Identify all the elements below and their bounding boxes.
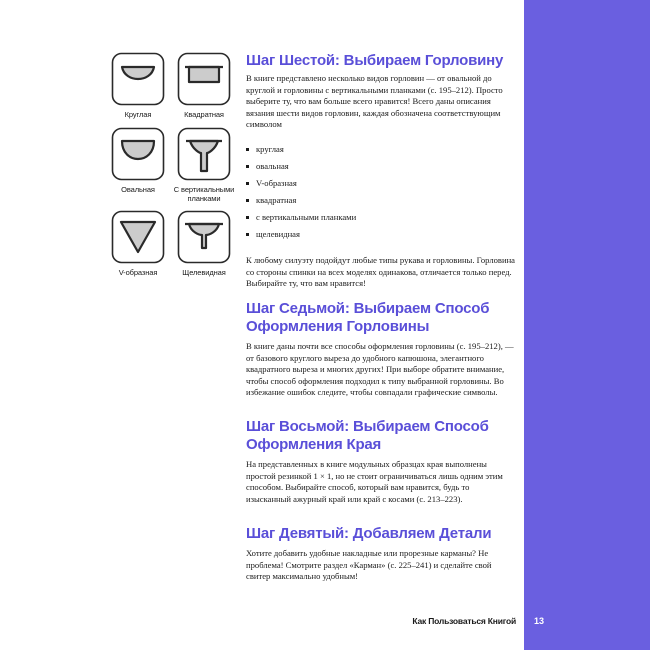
section-step-8 (246, 418, 516, 505)
list-item: V-образная (246, 178, 516, 195)
icon-label: Овальная (121, 185, 155, 194)
side-color-band (524, 0, 650, 650)
icon-cell-v (107, 210, 169, 277)
icon-cell-round (107, 52, 169, 119)
list-item: круглая (246, 144, 516, 161)
section-heading: Шаг Шестой: Выбираем Горловину (246, 52, 504, 69)
icon-cell-oval (107, 127, 169, 194)
slit-neckline-icon (177, 210, 231, 264)
section-body: Хотите добавить удобные накладные или прорезные карманы? Не проблема! Смотрите раздел «Карман» (с. 225–241) и сделайте свой свитер максимально удобным! (246, 548, 492, 582)
list-item: квадратная (246, 195, 516, 212)
icon-label: Квадратная (184, 110, 224, 119)
icon-label: Круглая (124, 110, 152, 119)
icon-cell-slit (173, 210, 235, 277)
neckline-list (246, 144, 516, 246)
section-step-9 (246, 525, 516, 583)
section-body: В книге даны почти все способы оформления горловины (с. 195–212), — от базового круглого выреза до удобного капюшона, элегантного квадратного выреза и многих других! При выборе обратите внимание, чтобы способ оформления подходил к типу выбранной горловины. Во избежание ошибок следите, чтобы совпадали графические символы. (246, 341, 514, 398)
list-item: овальная (246, 161, 516, 178)
icon-label: Щелевидная (182, 268, 226, 277)
icon-label: С вертикальными планками (173, 185, 235, 203)
list-item: щелевидная (246, 229, 516, 246)
section-heading: Шаг Девятый: Добавляем Детали (246, 525, 492, 542)
oval-neckline-icon (111, 127, 165, 181)
icon-cell-square (173, 52, 235, 119)
section-outro: К любому силуэту подойдут любые типы рукава и горловины. Горловина со стороны спинки на всех моделях одинакова, отличается только перед. Выбирайте ту, что вам нравится! (246, 254, 515, 289)
section-intro: В книге представлено несколько видов горловин — от овальной до круглой и горловины с вертикальными планками (с. 195–212). Просто выберите ту, что вам больше всего нравится! Всего даны описания вязания шести видов горловин, каждая обозначена соответствующим символом (246, 73, 503, 130)
page-number: 13 (533, 616, 544, 626)
vertical-placket-neckline-icon (177, 127, 231, 181)
icon-cell-vertical-placket (173, 127, 235, 203)
section-body: На представленных в книге модульных образцах края выполнены простой резинкой 1 × 1, но не стоит ограничиваться лишь одним этим способом. Выбирайте способ, который вам нравится, будь то изысканный ажурный край или край с косами (с. 213–223). (246, 459, 503, 504)
section-heading: Шаг Восьмой: Выбираем Способ Оформления Края (246, 418, 489, 453)
round-neckline-icon (111, 52, 165, 106)
section-step-7 (246, 300, 516, 399)
section-heading: Шаг Седьмой: Выбираем Способ Оформления Горловины (246, 300, 490, 335)
icon-label: V-образная (118, 268, 158, 277)
footer-title: Как Пользоваться Книгой (412, 616, 516, 626)
list-item: с вертикальными планками (246, 212, 516, 229)
square-neckline-icon (177, 52, 231, 106)
section-step-6 (246, 52, 516, 290)
v-neckline-icon (111, 210, 165, 264)
